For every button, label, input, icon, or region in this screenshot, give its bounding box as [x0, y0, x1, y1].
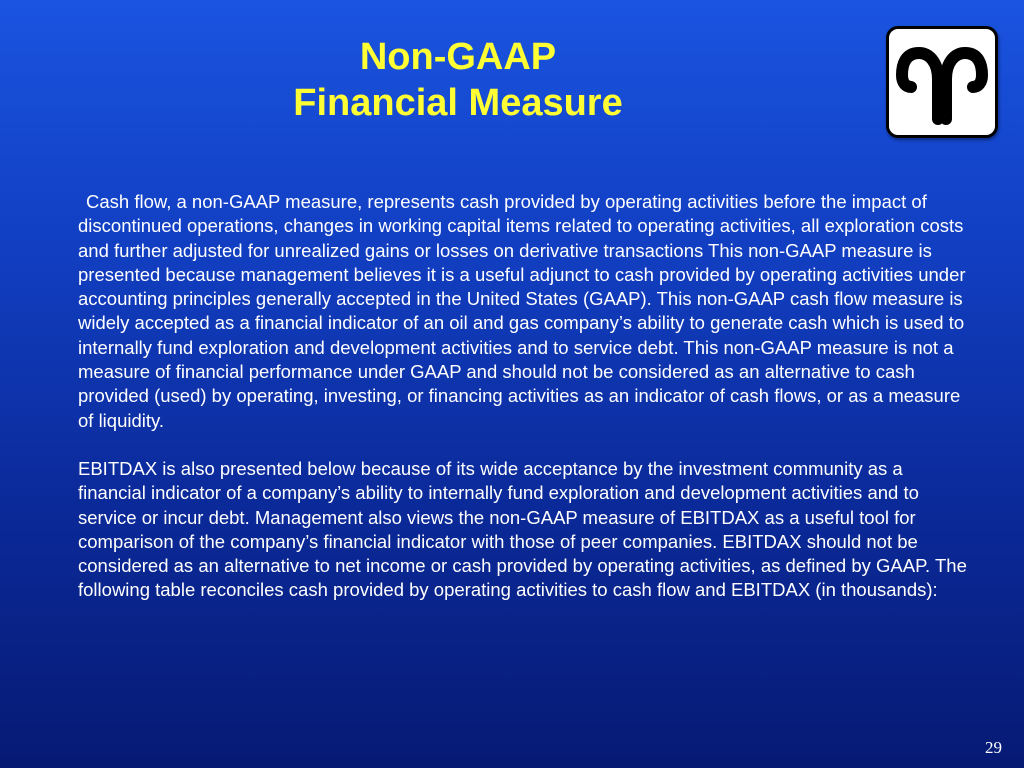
company-logo: [886, 26, 998, 138]
slide-title: [0, 34, 916, 126]
title-line-1: Non-GAAP: [359, 36, 557, 78]
slide-body: [78, 190, 968, 603]
page-number: 29: [985, 738, 1002, 757]
title-line-2: Financial Measure: [293, 82, 623, 124]
ram-horns-logo-icon: [889, 29, 995, 135]
paragraph-ebitdax: EBITDAX is also presented below because of its wide acceptance by the investment community as a financial indicator of a company’s ability to internally fund exploration and development activities and to service or incur debt. Management also views the non-GAAP measure of EBITDAX as a useful tool for comparison of the company’s financial indicator with those of peer companies. EBITDAX should not be considered as an alternative to net income or cash provided by operating activities, as defined by GAAP. The following table reconciles cash provided by operating activities to cash flow and EBITDAX (in thousands):: [78, 457, 967, 601]
paragraph-cash-flow: Cash flow, a non-GAAP measure, represents cash provided by operating activities before the impact of discontinued operations, changes in working capital items related to operating activities, all exploration costs and further adjusted for unrealized gains or losses on derivative transactions This non-GAAP measure is presented because management believes it is a useful adjunct to cash provided by operating activities under accounting principles generally accepted in the United States (GAAP). This non-GAAP cash flow measure is widely accepted as a financial indicator of an oil and gas company’s ability to generate cash which is used to internally fund exploration and development activities and to service debt. This non-GAAP measure is not a measure of financial performance under GAAP and should not be considered as an alternative to cash provided (used) by operating, investing, or financing activities as an indicator of cash flows, or as a measure of liquidity.: [78, 191, 966, 431]
